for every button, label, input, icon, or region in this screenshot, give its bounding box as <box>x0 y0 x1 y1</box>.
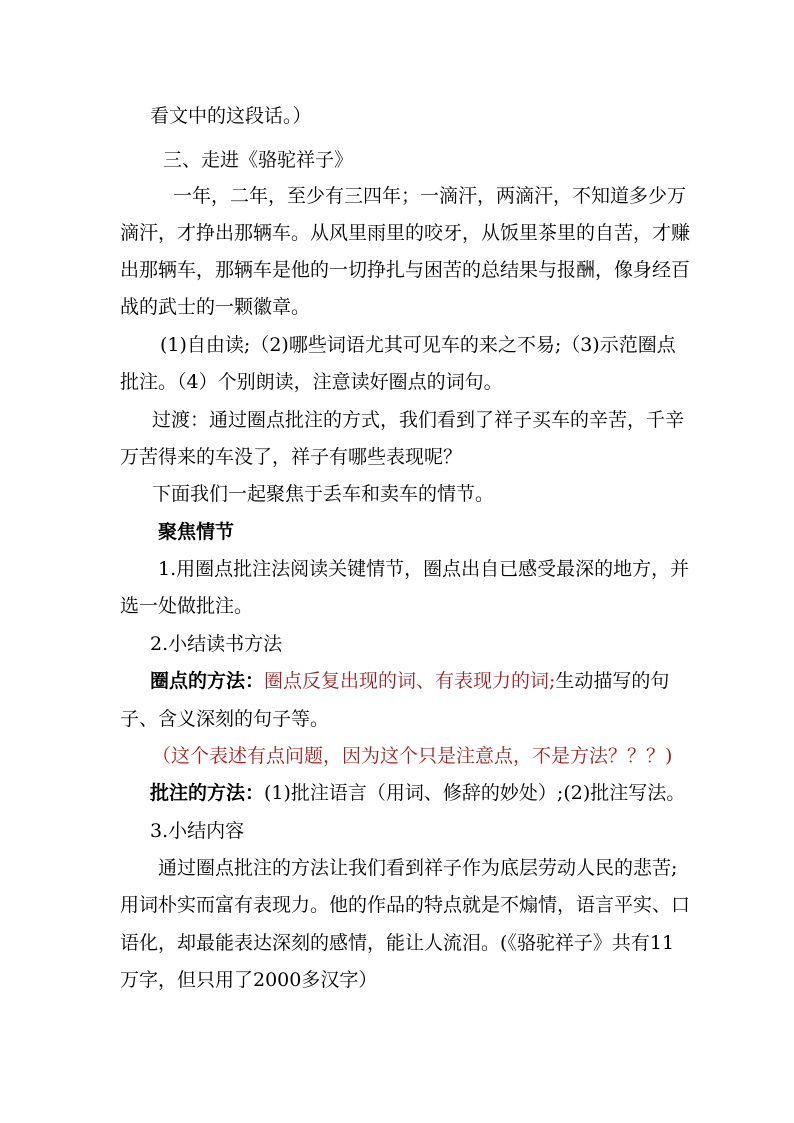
text-line: 看文中的这段话。） <box>150 105 312 127</box>
annotate-method-line <box>150 781 685 805</box>
summary-line: 万字，但只用了2000多汉字） <box>120 969 378 991</box>
section-heading: 三、走进《骆驼祥子》 <box>163 149 354 171</box>
focus-heading: 聚焦情节 <box>158 521 235 543</box>
transition-line: 过渡：通过圈点批注的方式，我们看到了祥子买车的辛苦，千辛 <box>152 409 685 431</box>
transition-line: 万苦得来的车没了，祥子有哪些表现呢？ <box>120 446 463 468</box>
quote-line: 出那辆车，那辆车是他的一切挣扎与困苦的总结果与报酬，像身经百 <box>120 259 691 281</box>
circle-method-line: 子、含义深刻的句子等。 <box>120 708 330 730</box>
focus-intro: 下面我们一起聚焦于丢车和卖车的情节。 <box>152 483 495 505</box>
quote-line: 滴汗，才挣出那辆车。从风里雨里的咬牙，从饭里茶里的自苦，才赚 <box>120 222 691 244</box>
item1-line: 选一处做批注。 <box>120 595 254 617</box>
quote-line: 战的武士的一颗徽章。 <box>120 296 311 318</box>
circle-method-line <box>150 669 669 693</box>
steps-line: 批注。（4）个别朗读，注意读好圈点的词句。 <box>120 371 503 393</box>
quote-line: 一年，二年，至少有三四年；一滴汗，两滴汗，不知道多少万 <box>173 185 687 207</box>
steps-line: (1)自由读;（2)哪些词语尤其可见车的来之不易;（3)示范圈点 <box>160 334 676 356</box>
annotate-method-text: (1)批注语言（用词、修辞的妙处）;(2)批注写法。 <box>264 782 686 804</box>
item3-heading: 3.小结内容 <box>150 820 245 842</box>
summary-line: 用词朴实而富有表现力。他的作品的特点就是不煽情，语言平实、口 <box>120 894 691 916</box>
circle-method-label: 圈点的方法： <box>150 670 265 692</box>
comment-note: （这个表述有点问题，因为这个只是注意点，不是方法？？？) <box>152 745 673 767</box>
summary-line: 语化，却最能表达深刻的感情，能让人流泪。(《骆驼祥子》共有11 <box>120 932 675 954</box>
circle-method-rest: 生动描写的句 <box>555 670 670 692</box>
summary-line: 通过圈点批注的方法让我们看到祥子作为底层劳动人民的悲苦; <box>158 857 678 879</box>
annotate-method-label: 批注的方法： <box>150 782 265 804</box>
item1-line: 1.用圈点批注法阅读关键情节，圈点出自已感受最深的地方，并 <box>158 558 690 580</box>
item2-heading: 2.小结读书方法 <box>150 633 283 655</box>
circle-method-highlight: 圈点反复出现的词、有表现力的词; <box>264 670 556 692</box>
